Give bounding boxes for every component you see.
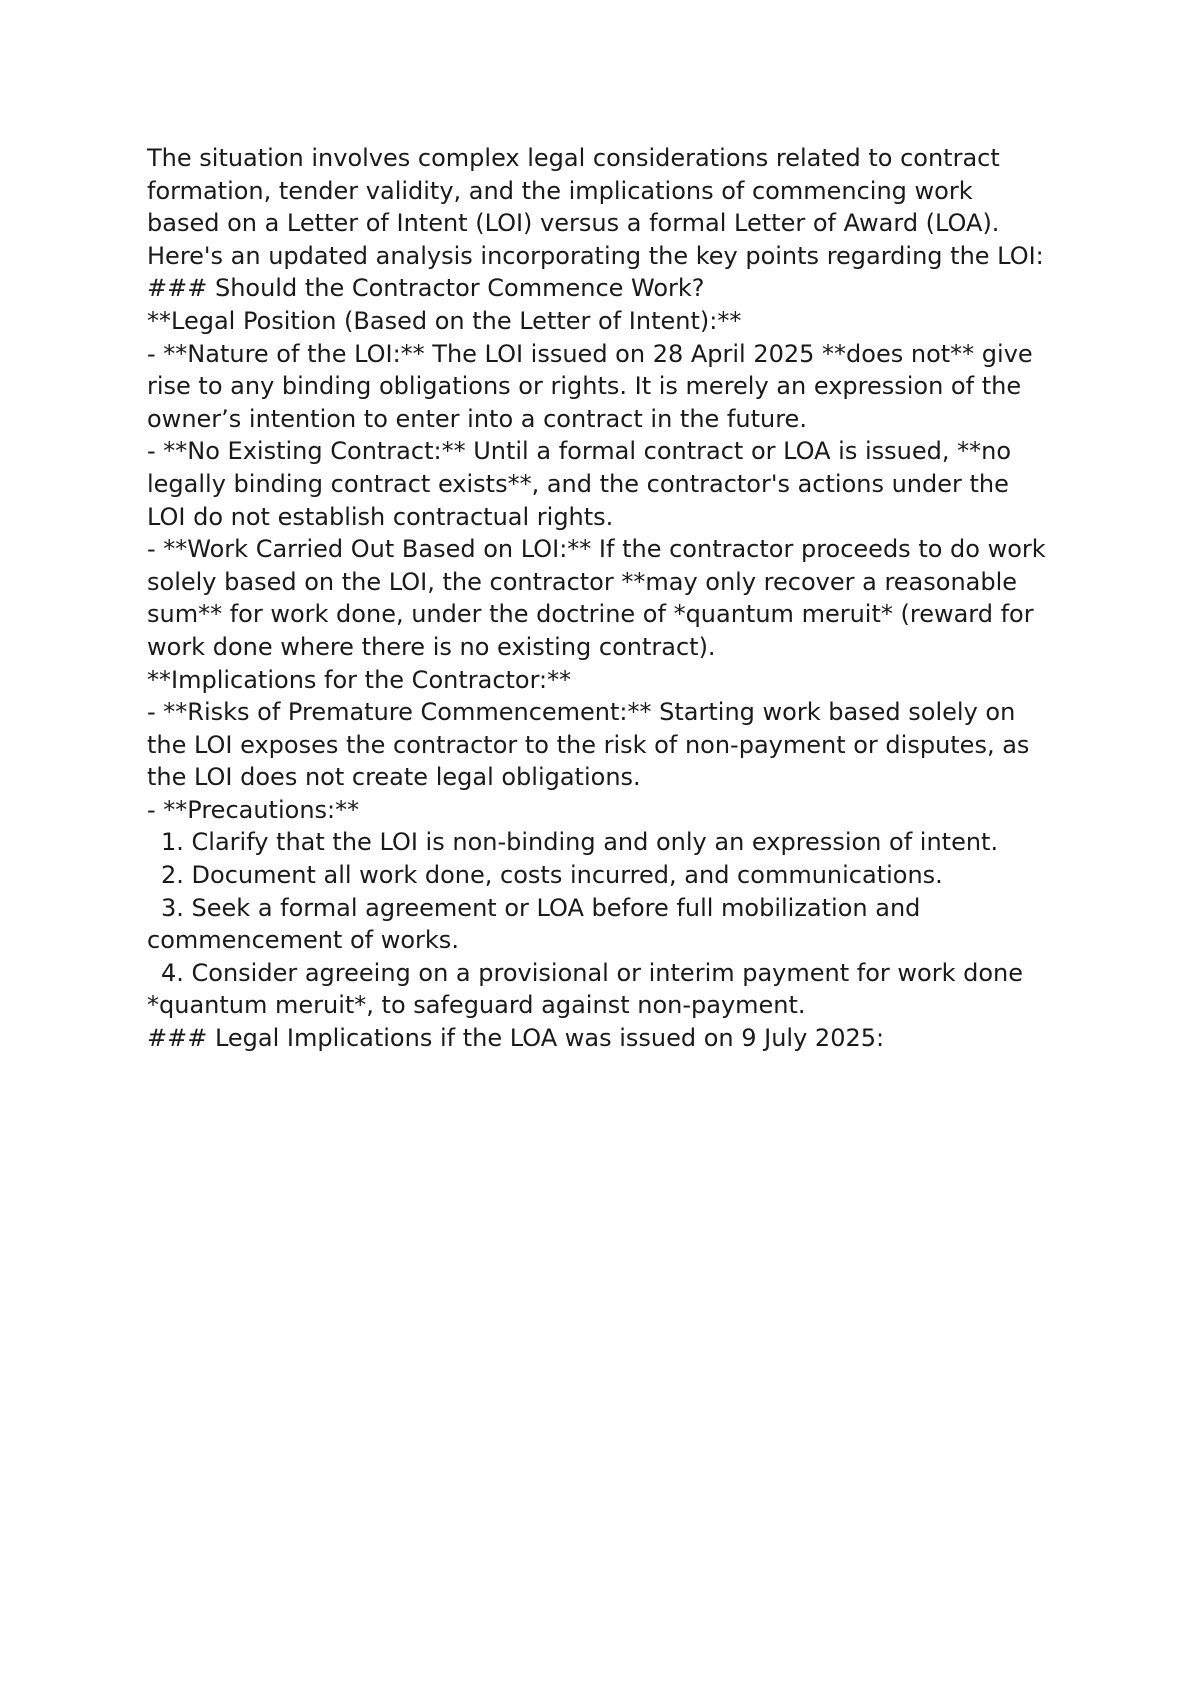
document-body <box>147 142 1067 1055</box>
item-line: - **Risks of Premature Commencement:** Starting work based solely on <box>147 698 1016 727</box>
item-line: *quantum meruit*, to safeguard against non-payment. <box>147 991 806 1020</box>
legal-position-item-no-contract <box>147 435 1067 533</box>
item-line: - **No Existing Contract:** Until a formal contract or LOA is issued, **no <box>147 437 1012 466</box>
implications-item-risks <box>147 696 1067 794</box>
section-heading-commence-work: ### Should the Contractor Commence Work? <box>147 274 705 303</box>
item-line: sum** for work done, under the doctrine of *quantum meruit* (reward for <box>147 600 1034 629</box>
intro-paragraph <box>147 142 1067 272</box>
item-line: - **Nature of the LOI:** The LOI issued on 28 April 2025 **does not** give <box>147 339 1033 368</box>
item-line: commencement of works. <box>147 926 459 955</box>
intro-line: Here's an updated analysis incorporating the key points regarding the LOI: <box>147 241 1044 270</box>
item-line: LOI do not establish contractual rights. <box>147 502 614 531</box>
intro-line: formation, tender validity, and the implications of commencing work <box>147 176 973 205</box>
item-line: the LOI does not create legal obligations. <box>147 763 641 792</box>
legal-position-item-work-carried-out <box>147 533 1067 663</box>
item-line: 3. Seek a formal agreement or LOA before full mobilization and <box>161 893 921 922</box>
intro-line: based on a Letter of Intent (LOI) versus a formal Letter of Award (LOA). <box>147 209 1000 238</box>
item-line: the LOI exposes the contractor to the risk of non-payment or disputes, as <box>147 730 1030 759</box>
precaution-item-2 <box>147 859 1067 892</box>
precaution-item-1 <box>147 826 1067 859</box>
item-line: solely based on the LOI, the contractor **may only recover a reasonable <box>147 567 1018 596</box>
section-heading-loa-implications: ### Legal Implications if the LOA was issued on 9 July 2025: <box>147 1024 885 1053</box>
item-line: legally binding contract exists**, and the contractor's actions under the <box>147 469 1009 498</box>
intro-line: The situation involves complex legal considerations related to contract <box>147 144 1000 172</box>
item-line: 1. Clarify that the LOI is non-binding and only an expression of intent. <box>161 828 999 857</box>
implications-title: **Implications for the Contractor:** <box>147 665 572 694</box>
item-line: 4. Consider agreeing on a provisional or interim payment for work done <box>161 958 1024 987</box>
item-line: rise to any binding obligations or rights. It is merely an expression of the <box>147 372 1022 401</box>
precautions-title: - **Precautions:** <box>147 795 360 824</box>
item-line: - **Work Carried Out Based on LOI:** If the contractor proceeds to do work <box>147 535 1046 564</box>
precaution-item-4 <box>147 957 1067 1022</box>
precaution-item-3 <box>147 892 1067 957</box>
item-line: work done where there is no existing contract). <box>147 632 716 661</box>
legal-position-item-nature <box>147 338 1067 436</box>
legal-position-title: **Legal Position (Based on the Letter of Intent):** <box>147 306 742 335</box>
item-line: owner’s intention to enter into a contract in the future. <box>147 404 807 433</box>
item-line: 2. Document all work done, costs incurred, and communications. <box>161 861 943 890</box>
